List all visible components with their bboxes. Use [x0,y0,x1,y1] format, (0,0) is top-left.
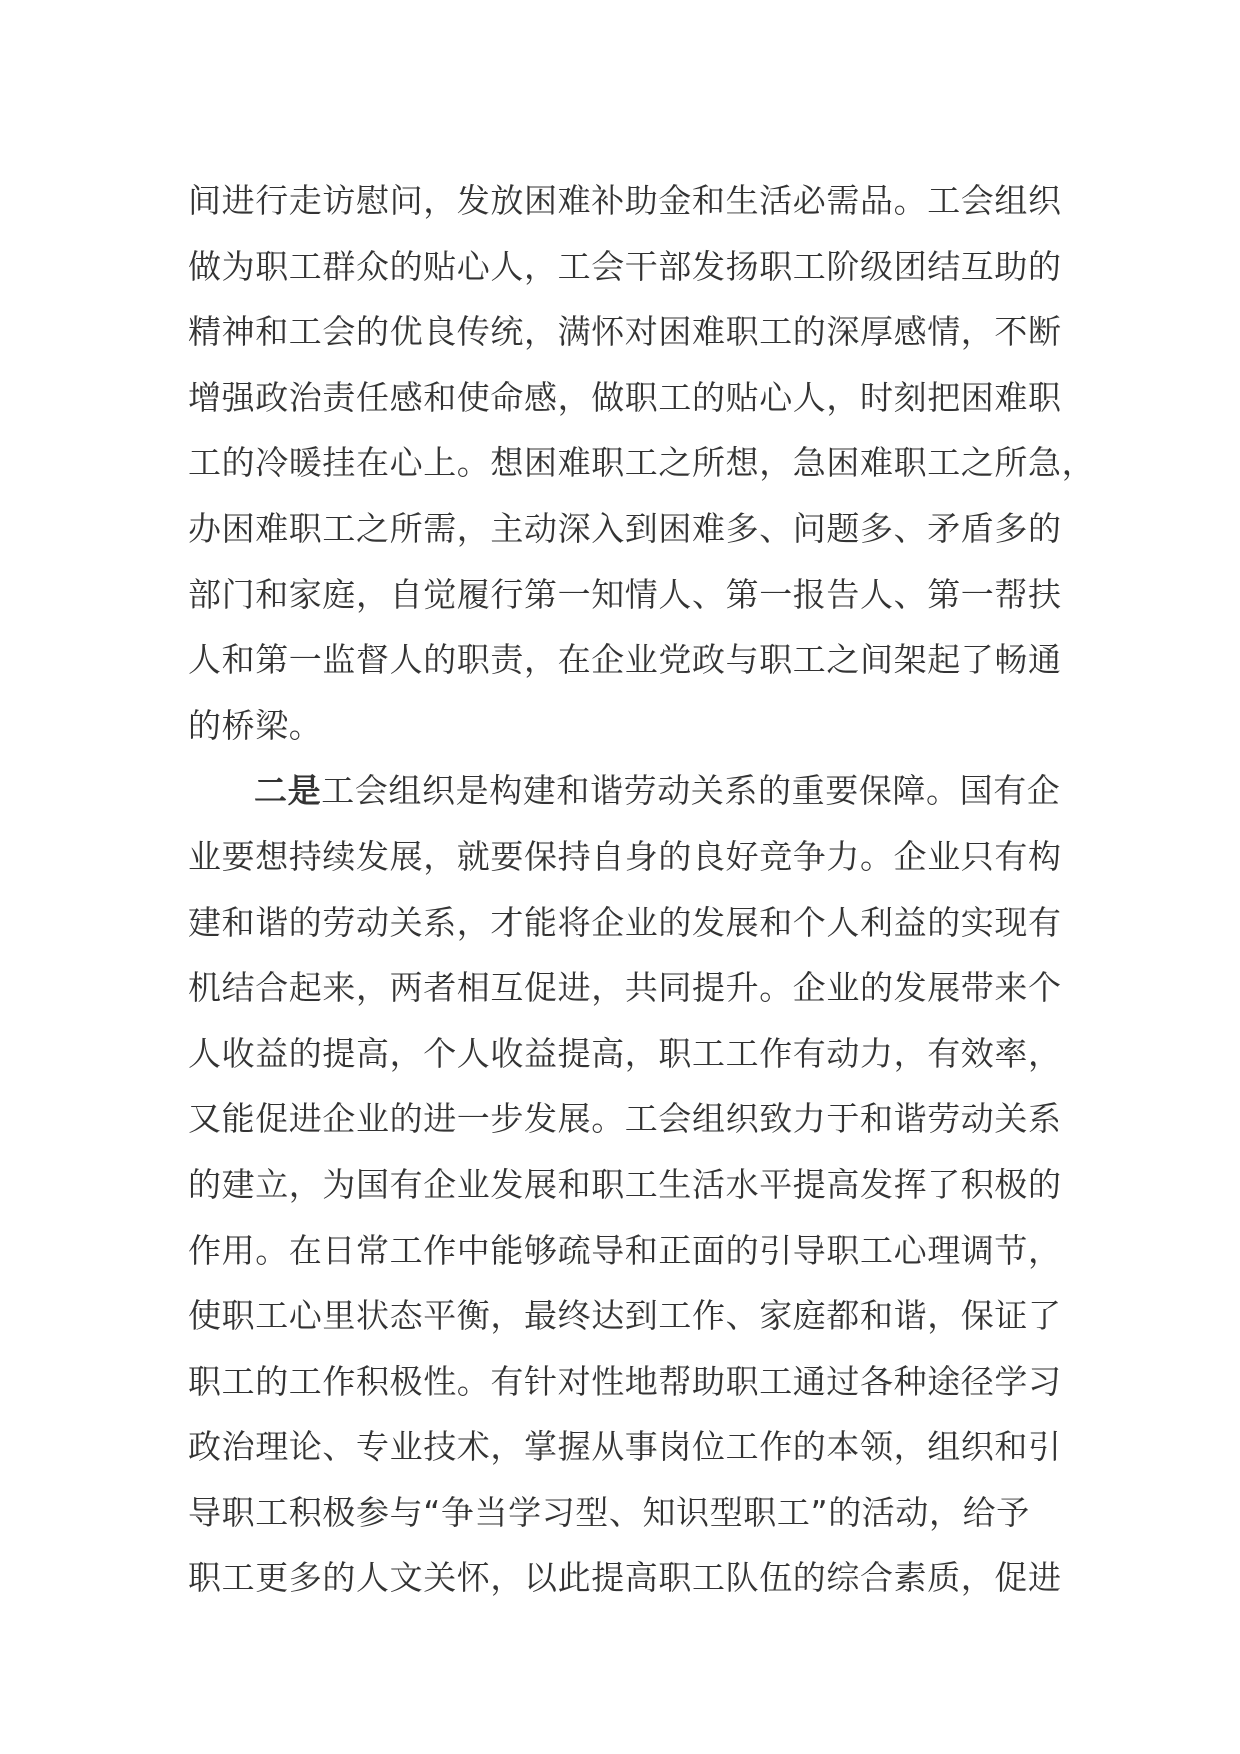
text-line: 机结合起来，两者相互促进，共同提升。企业的发展带来个 [188,968,1062,1008]
text-line: 又能促进企业的进一步发展。工会组织致力于和谐劳动关系 [188,1099,1062,1139]
text-line: 使职工心里状态平衡，最终达到工作、家庭都和谐，保证了 [188,1296,1062,1336]
text-line: 增强政治责任感和使命感，做职工的贴心人，时刻把困难职 [188,377,1062,417]
body-text [188,168,1096,1611]
text-line: 间进行走访慰问，发放困难补助金和生活必需品。工会组织 [188,181,1062,220]
text-line: 建和谐的劳动关系，才能将企业的发展和个人利益的实现有 [188,902,1062,942]
paragraph-2 [188,758,1068,1611]
text-line: 人收益的提高，个人收益提高，职工工作有动力，有效率， [188,1033,1062,1073]
text-line: 精神和工会的优良传统，满怀对困难职工的深厚感情，不断 [188,312,1062,352]
text-line: 人和第一监督人的职责，在企业党政与职工之间架起了畅通 [188,640,1062,680]
paragraph-lead-bold: 二是 [254,771,322,811]
text-line: 业要想持续发展，就要保持自身的良好竞争力。企业只有构 [188,836,1062,876]
text-line: 导职工积极参与“争当学习型、知识型职工”的活动，给予 [188,1492,1030,1532]
text-line: 职工更多的人文关怀，以此提高职工队伍的综合素质，促进 [188,1558,1062,1598]
text-line: 的建立，为国有企业发展和职工生活水平提高发挥了积极的 [188,1164,1062,1204]
text-line: 做为职工群众的贴心人，工会干部发扬职工阶级团结互助的 [188,246,1062,286]
text-line: 作用。在日常工作中能够疏导和正面的引导职工心理调节， [188,1230,1062,1270]
paragraph-2-first-line [188,758,1068,824]
text-line: 办困难职工之所需，主动深入到困难多、问题多、矛盾多的 [188,508,1062,548]
text-line: 工的冷暖挂在心上。想困难职工之所想，急困难职工之所急， [188,443,1096,483]
paragraph-1 [188,168,1096,758]
text-line: 职工的工作积极性。有针对性地帮助职工通过各种途径学习 [188,1361,1062,1401]
first-line-text: 工会组织是构建和谐劳动关系的重要保障。国有企 [321,771,1061,811]
text-line: 部门和家庭，自觉履行第一知情人、第一报告人、第一帮扶 [188,574,1062,614]
text-line: 政治理论、专业技术，掌握从事岗位工作的本领，组织和引 [188,1427,1062,1467]
text-line: 的桥梁。 [188,705,323,745]
